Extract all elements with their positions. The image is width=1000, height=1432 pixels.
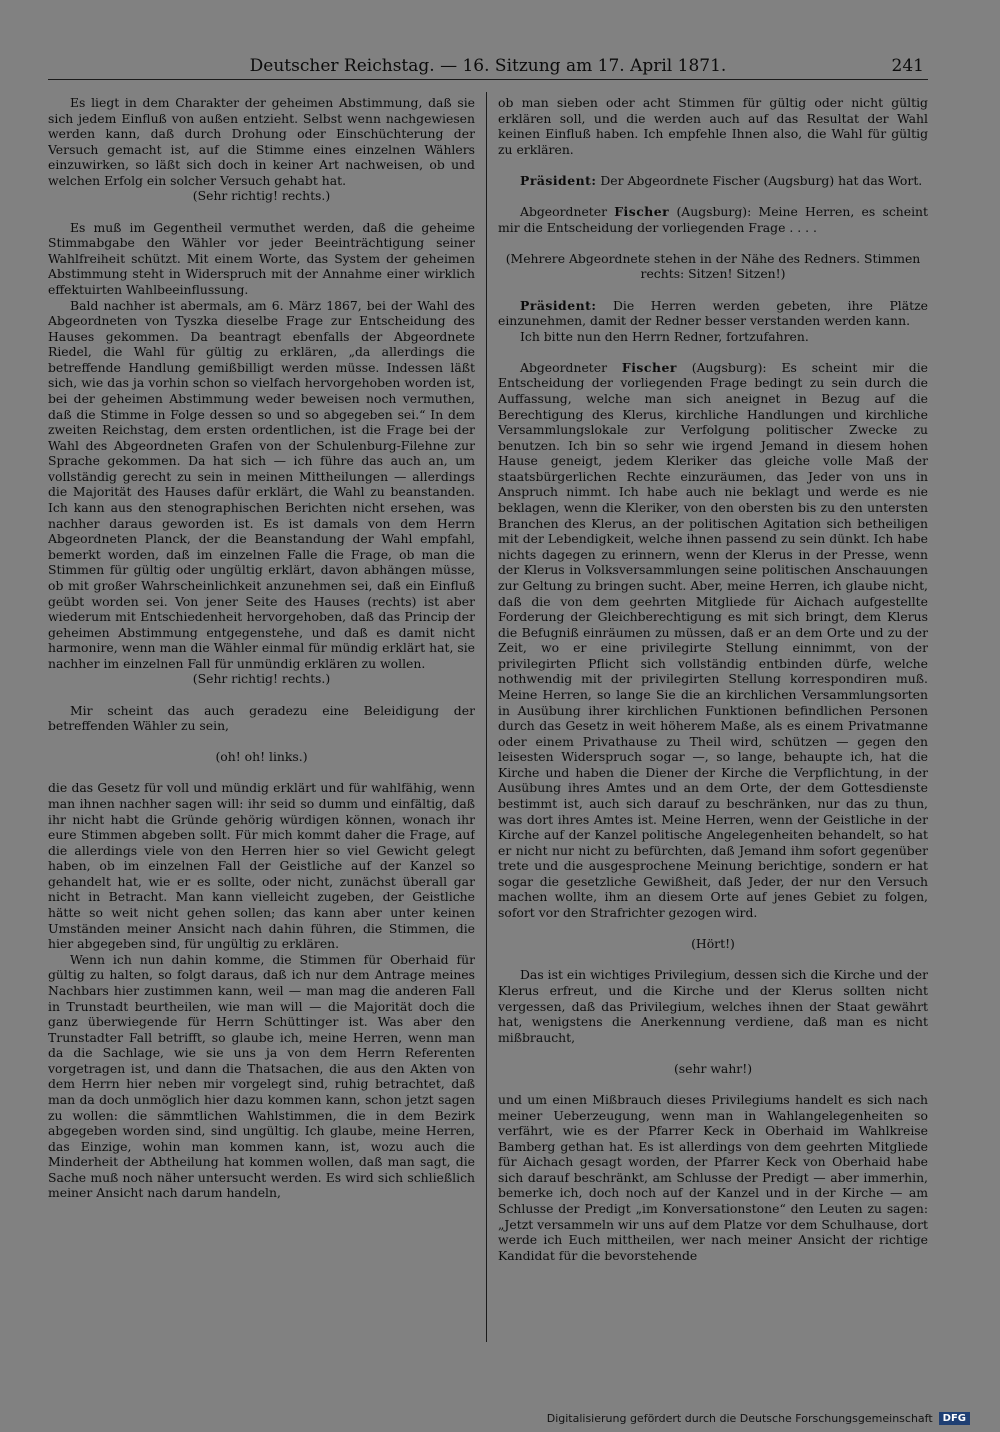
- paragraph: Wenn ich nun dahin komme, die Stimmen für Oberhaid für gültig zu halten, so folgt daraus, daß ich nur dem Antrage meines Nachbars hier zustimmen kann, weil — man mag die anderen Fall in Trunstadt beurtheilen, wie man will — die Majorität doch die ganz überwiegende für Herrn Schüttinger ist. Was aber den Trunstadter Fall betrifft, so glaube ich, meine Herren, wenn man da die Sachlage, wie sie uns ja von dem Herrn Referenten vorgetragen ist, und dann die Thatsachen, die aus den Akten von dem Herrn hier neben mir vorgelegt sind, ruhig betrachtet, daß man da doch unmöglich hier dazu kommen kann, schon jetzt sagen zu wollen: die sämmtlichen Wahlstimmen, die in dem Bezirk abgegeben worden sind, sind ungültig. Ich glaube, meine Herren, das Einzige, wohin man kommen kann, ist, wozu auch die Minderheit der Abtheilung hat kommen wollen, daß man sagt, die Sache muß noch näher untersucht werden. Es wird sich schließlich meiner Ansicht nach darum handeln,: [48, 951, 475, 1201]
- paragraph: Das ist ein wichtiges Privilegium, dessen sich die Kirche und der Klerus erfreut, und die Kirche und der Klerus sollten nicht vergessen, daß das Privilegium, welches ihnen der Staat gewährt hat, wenigstens die Anerkennung verdiene, daß man es nicht mißbraucht,: [498, 967, 928, 1045]
- speaker-paragraph: [498, 360, 928, 921]
- interjection: (oh! oh! links.): [215, 749, 308, 765]
- paragraph: die das Gesetz für voll und mündig erklärt und für wahlfähig, wenn man ihnen nachher sagen will: ihr seid so dumm und einfältig, daß ihr nicht habt die Gründe gehörig würdigen können, wonach ihr eure Stimmen abgeben sollt. Für mich kommt daher die Frage, auf die allerdings viele von den Herren hier so viel Gewicht gelegt haben, ob im einzelnen Fall der Geistliche auf der Kanzel so gehandelt hat, wie er es sollte, oder nicht, zunächst überall gar nicht in Betracht. Man kann vielleicht zugeben, der Geistliche hätte so weit nicht gehen sollen; das kann aber unter keinen Umständen meiner Ansicht nach dahin führen, die Stimmen, die hier abgegeben sind, für ungültig zu erklären.: [48, 780, 475, 952]
- speaker-paragraph: [498, 173, 928, 189]
- interjection: (Sehr richtig! rechts.): [192, 671, 331, 687]
- speech-text: Der Abgeordnete Fischer (Augsburg) hat das Wort.: [596, 172, 923, 188]
- paragraph: Bald nachher ist abermals, am 6. März 1867, bei der Wahl des Abgeordneten von Tyszka dieselbe Frage zur Entscheidung des Hauses gekommen. Da beantragt ebenfalls der Abgeordnete Riedel, die Wahl für gültig zu erklären, „da allerdings die betreffende Handlung gemißbilligt werden müsse. Indessen läßt sich, wie das ja vorhin schon so vielfach hervorgehoben worden ist, bei der geheimen Abstimmung weder beweisen noch vermuthen, daß die Stimme in Folge dessen so und so abgegeben sei.“ In dem zweiten Reichstag, dem ersten ordentlichen, ist die Frage bei der Wahl des Abgeordneten Grafen von der Schulenburg-Filehne zur Sprache gekommen. Da hat sich — ich führe das auch an, um vollständig gerecht zu sein in meinen Mittheilungen — allerdings die Majorität des Hauses dafür erklärt, die Wahl zu beanstanden. Ich kann aus den stenographischen Berichten nicht ersehen, was nachher daraus geworden ist. Es ist damals von dem Herrn Abgeordneten Planck, der die Beanstandung der Wahl empfahl, bemerkt worden, daß im einzelnen Falle die Frage, ob man die Stimmen für gültig oder ungültig erklärt, davon abhängen müsse, ob mit großer Wahrscheinlichkeit anzunehmen sei, daß ein Einfluß geübt worden sei. Von jener Seite des Hauses (rechts) ist aber wiederum mit Entschiedenheit hervorgehoben, daß das Princip der geheimen Abstimmung entgegenstehe, und daß es damit nicht harmonire, wenn man die Wähler einmal für mündig erklärt hat, sie nachher im einzelnen Fall für unmündig erklären zu wollen.: [48, 297, 475, 671]
- paragraph: Mir scheint das auch geradezu eine Beleidigung der betreffenden Wähler zu sein,: [48, 702, 475, 734]
- paragraph: Ich bitte nun den Herrn Redner, fortzufahren.: [520, 328, 809, 344]
- interjection: (Sehr richtig! rechts.): [192, 188, 331, 204]
- page-header: [48, 50, 928, 80]
- header-rule: [48, 79, 928, 80]
- dfg-logo-icon: DFG: [939, 1412, 970, 1425]
- left-column: [48, 95, 475, 1345]
- interjection: (sehr wahr!): [673, 1060, 753, 1076]
- paragraph: Es liegt in dem Charakter der geheimen Abstimmung, daß sie sich jedem Einfluß von außen entzieht. Selbst wenn nachgewiesen werden kann, daß durch Drohung oder Einschüchterung der Versuch gemacht ist, auf die Stimme eines einzelnen Wählers einzuwirken, so läßt sich doch in keiner Art nachweisen, ob und welchen Erfolg ein solcher Versuch gehabt hat.: [48, 95, 475, 188]
- speaker-prefix: Abgeordneter: [520, 359, 622, 375]
- speaker-prefix: Abgeordneter: [520, 204, 615, 220]
- paragraph: Es muß im Gegentheil vermuthet werden, daß die geheime Stimmabgabe den Wähler vor jeder Beeinträchtigung seiner Wahlfreiheit schützt. Mit einem Worte, das System der geheimen Abstimmung steht in Widerspruch mit der Annahme einer wirklich effektuirten Wahlbeeinflussung.: [48, 219, 475, 297]
- right-column: [498, 95, 928, 1345]
- speech-text: (Augsburg): Meine Herren, es scheint mir die Entscheidung der vorliegenden Frage . . . .: [498, 204, 928, 235]
- digitization-footer: [547, 1412, 970, 1425]
- funding-credit: Digitalisierung gefördert durch die Deutsche Forschungsgemeinschaft: [546, 1412, 933, 1425]
- interjection: (Hört!): [691, 936, 735, 952]
- paragraph: und um einen Mißbrauch dieses Privilegiums handelt es sich nach meiner Ueberzeugung, wenn man in Wahlangelegenheiten so verfährt, wie es der Pfarrer Keck in Oberhaid im Wahlkreise Bamberg gethan hat. Es ist allerdings von dem geehrten Mitgliede für Aichach gesagt worden, der Pfarrer Keck von Oberhaid habe sich darauf beschränkt, am Schlusse der Predigt — aber immerhin, bemerke ich, doch noch auf der Kanzel und in der Kirche — am Schlusse der Predigt „im Konversationstone“ den Leuten zu sagen: „Jetzt versammeln wir uns auf dem Platze vor dem Schulhause, dort werde ich Euch mittheilen, wer nach meiner Ansicht der richtige Kandidat für die bevorstehende: [498, 1092, 928, 1263]
- running-title: Deutscher Reichstag. — 16. Sitzung am 17. April 1871.: [249, 56, 727, 76]
- speaker-name: Präsident:: [520, 172, 597, 188]
- speech-text: Die Herren werden gebeten, ihre Plätze einzunehmen, damit der Redner besser verstanden werden kann.: [498, 297, 928, 329]
- paragraph: ob man sieben oder acht Stimmen für gültig oder nicht gültig erklären soll, und die werden auch auf das Resultat der Wahl keinen Einfluß haben. Ich empfehle Ihnen also, die Wahl für gültig zu erklären.: [498, 95, 928, 157]
- speaker-name: Fischer: [614, 204, 670, 220]
- speaker-name: Präsident:: [520, 297, 597, 313]
- stage-direction: (Mehrere Abgeordnete stehen in der Nähe des Redners. Stimmen rechts: Sitzen! Sitzen!): [505, 250, 921, 282]
- page-number: 241: [891, 56, 924, 76]
- column-divider: [486, 92, 487, 1342]
- speaker-paragraph: [498, 204, 928, 235]
- speaker-paragraph: [498, 298, 928, 329]
- speech-text: (Augsburg): Es scheint mir die Entscheidung der vorliegenden Frage bedingt zu sein durch die Auffassung, welche man sich aneignet in Bezug auf die Berechtigung des Klerus, kirchliche Handlungen und kirchliche Versammlungslokale zur Verfolgung politischer Zwecke zu benutzen. Ich bin so sehr wie irgend Jemand in diesem hohen Hause geneigt, jedem Kleriker das gleiche volle Maß der staatsbürgerlichen Rechte einzuräumen, das Jeder von uns in Anspruch nimmt. Ich habe auch nie beklagt und werde es nie beklagen, wenn die Kleriker, von den obersten bis zu den untersten Branchen des Klerus, an der politischen Agitation sich betheiligen mit der Lebendigkeit, welche ihnen passend zu sein dünkt. Ich habe nichts dagegen zu erinnern, wenn der Klerus in der Presse, wenn der Klerus in Volksversammlungen seine politischen Anschauungen zur Geltung zu bringen sucht. Aber, meine Herren, ich glaube nicht, daß die von dem geehrten Mitgliede für Aichach aufgestellte Forderung der Gleichberechtigung es mit sich bringt, dem Klerus die Befugniß einräumen zu müssen, daß er an dem Orte und zu der Zeit, wo er eine privilegirte Stellung einnimmt, von der privilegirten Pflicht sich vollständig entbinden dürfe, welche nothwendig mit der privilegirten Stellung korrespondiren muß. Meine Herren, so lange Sie die an kirchlichen Versammlungsorten in Ausübung ihrer kirchlichen Funktionen befindlichen Personen durch das Gesetz in weit höherem Maße, als es einem Privatmanne oder einem Privathause zu Theil wird, schützen — gegen den leisesten Widerspruch sogar —, so lange, behaupte ich, hat die Kirche und haben die Diener der Kirche die Verpflichtung, in der Ausübung ihres Amtes und an dem Orte, der dem Gottesdienste bestimmt ist, auch sich darauf zu beschränken, nur das zu thun, was dort ihres Amtes ist. Meine Herren, wenn der Geistliche in der Kirche auf der Kanzel politische Angelegenheiten behandelt, so hat er nicht nur nicht zu befürchten, daß Jemand ihm sofort gegenüber trete und die ausgesprochene Meinung berichtige, sondern er hat sogar die gesetzliche Gewißheit, daß Jeder, der nur den Versuch machen wollte, ihm an diesem Orte auf jenes Gebiet zu folgen, sofort vor den Strafrichter gezogen wird.: [498, 359, 928, 921]
- speaker-name: Fischer: [621, 359, 677, 375]
